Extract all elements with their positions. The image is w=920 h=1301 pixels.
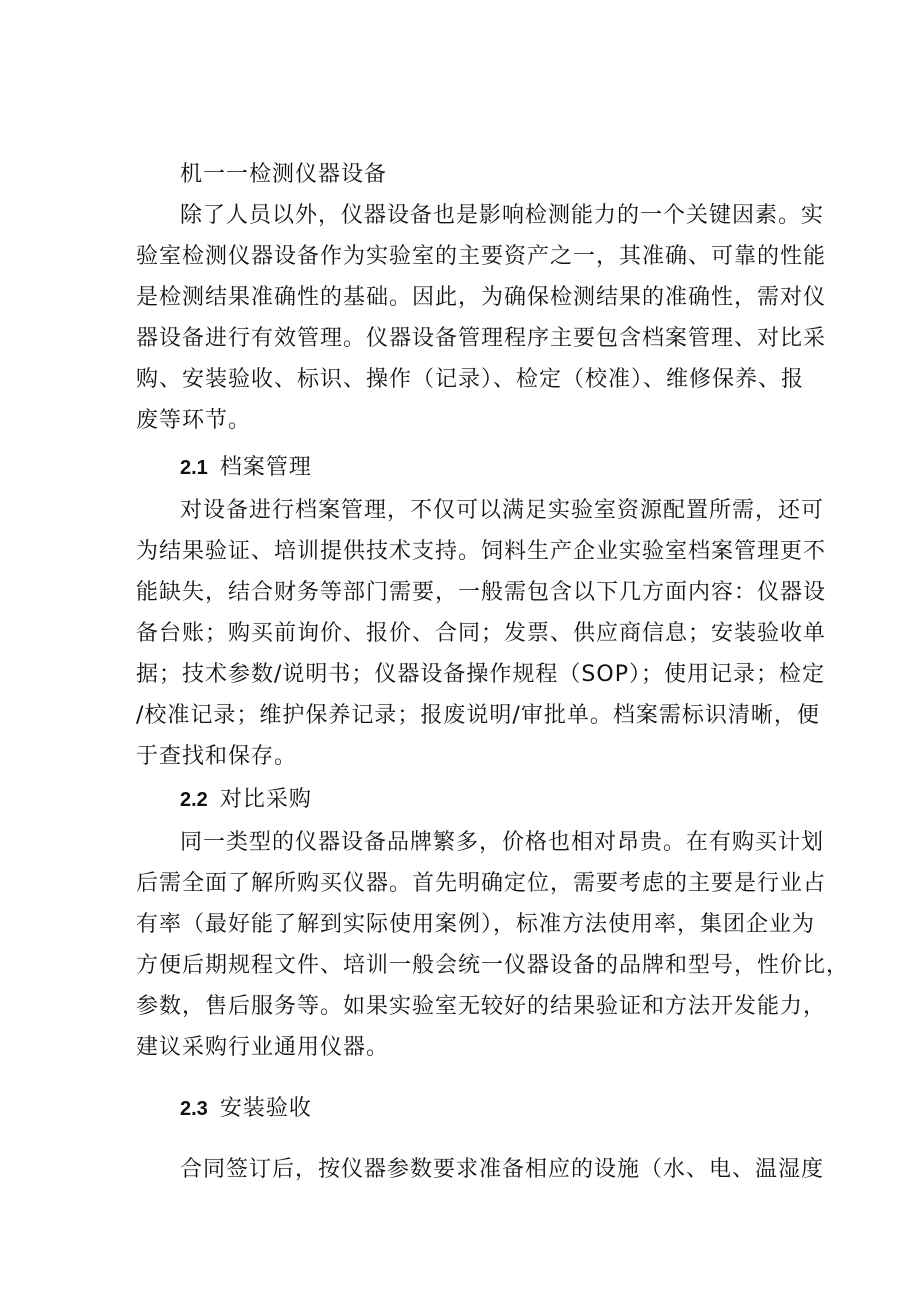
paragraph-line: 器设备进行有效管理。仪器设备管理程序主要包含档案管理、对比采: [136, 326, 827, 351]
section-paragraph-2-1: [136, 490, 827, 777]
paragraph-line: 是检测结果准确性的基础。因此，为确保检测结果的准确性，需对仪: [136, 285, 827, 310]
paragraph-line: 废等环节。: [136, 408, 252, 433]
document-body: [136, 154, 850, 1190]
paragraph-line: 购、安装验收、标识、操作（记录）、检定（校准）、维修保养、报: [136, 367, 805, 392]
section-title: 档案管理: [219, 455, 312, 480]
section-paragraph-2-3: [136, 1149, 825, 1190]
section-heading-2-1: [136, 445, 790, 490]
paragraph-line: 据；技术参数/说明书；仪器设备操作规程（SOP）；使用记录；检定: [136, 662, 825, 687]
paragraph-line: 于查找和保存。: [136, 744, 298, 769]
section-number: 2.3: [180, 1098, 208, 1120]
section-number: 2.1: [180, 457, 208, 479]
paragraph-line: /校准记录；维护保养记录；报废说明/审批单。档案需标识清晰，便: [136, 703, 820, 728]
section-title: 安装验收: [219, 1096, 312, 1121]
paragraph-line: 同一类型的仪器设备品牌繁多，价格也相对昂贵。在有购买计划: [180, 830, 825, 855]
section-number: 2.2: [180, 789, 208, 811]
paragraph-line: 对设备进行档案管理，不仅可以满足实验室资源配置所需，还可: [180, 498, 825, 523]
paragraph-line: 有率（最好能了解到实际使用案例），标准方法使用率，集团企业为: [136, 912, 816, 937]
intro-title: 机一一检测仪器设备: [180, 162, 388, 187]
paragraph-line: 合同签订后，按仪器参数要求准备相应的设施（水、电、温湿度: [180, 1157, 825, 1182]
paragraph-line: 验室检测仪器设备作为实验室的主要资产之一，其准确、可靠的性能: [136, 244, 827, 269]
spacer: [136, 1068, 790, 1086]
section-heading-2-3: [136, 1086, 790, 1131]
paragraph-line: 为结果验证、培训提供技术支持。饲料生产企业实验室档案管理更不: [136, 539, 827, 564]
paragraph-line: 能缺失，结合财务等部门需要，一般需包含以下几方面内容：仪器设: [136, 580, 827, 605]
paragraph-line: 备台账；购买前询价、报价、合同；发票、供应商信息；安装验收单: [136, 621, 827, 646]
paragraph-line: 除了人员以外，仪器设备也是影响检测能力的一个关键因素。实: [180, 203, 825, 228]
paragraph-line: 方便后期规程文件、培训一般会统一仪器设备的品牌和型号，性价比，: [136, 953, 850, 978]
paragraph-line: 建议采购行业通用仪器。: [136, 1035, 390, 1060]
spacer: [136, 1131, 790, 1149]
intro-paragraph: [136, 195, 827, 441]
section-heading-2-2: [136, 777, 790, 822]
section-paragraph-2-2: [136, 822, 850, 1068]
paragraph-line: 参数，售后服务等。如果实验室无较好的结果验证和方法开发能力，: [136, 994, 827, 1019]
paragraph-line: 后需全面了解所购买仪器。首先明确定位，需要考虑的主要是行业占: [136, 871, 827, 896]
section-title: 对比采购: [219, 787, 312, 812]
